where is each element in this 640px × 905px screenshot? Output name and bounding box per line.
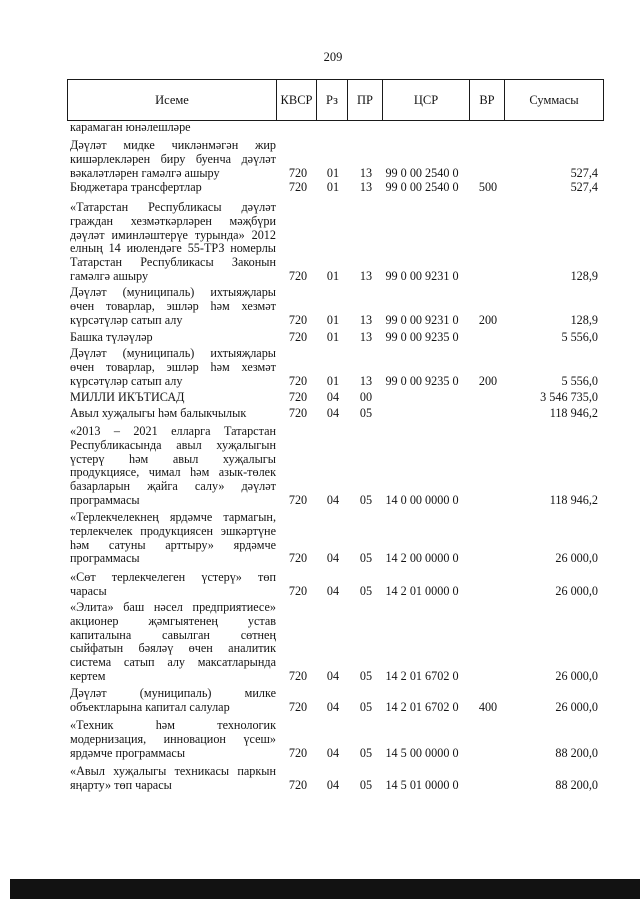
cell-csr: 14 0 00 0000 0 <box>385 493 459 507</box>
row-name-line: объектларына капитал салулар <box>70 699 230 714</box>
row-name-line: «Татарстан Республикасы дәүләт <box>70 200 276 214</box>
cell-rz: 04 <box>326 777 340 792</box>
row-name-line: һәм сатуны арттыру» ярдәмче <box>70 537 276 552</box>
cell-csr: 14 2 01 6702 0 <box>385 669 459 683</box>
row-name-line: продукциясе, чимал һәм азык-төлек <box>70 465 276 480</box>
row-name-line: «Авыл хуҗалыгы техникасы паркын <box>70 764 276 778</box>
row-name-line: өчен товарлар, эшләр һәм хезмәт <box>70 359 276 374</box>
cell-pr: 05 <box>359 406 373 420</box>
row-name <box>70 181 276 195</box>
cell-rz: 04 <box>326 406 340 420</box>
cell-sum: 26 000,0 <box>555 551 598 566</box>
header-name: Исеме <box>68 80 277 120</box>
row-name-line: Бюджетара трансфертлар <box>70 180 202 194</box>
row-name-line: Дәүләт (муниципаль) ихтыяҗлары <box>70 285 276 299</box>
cell-pr: 05 <box>359 777 373 792</box>
row-name-line: чарасы <box>70 583 107 598</box>
row-name <box>70 425 276 508</box>
cell-rz: 04 <box>326 551 340 566</box>
header-csr: ЦСР <box>383 80 470 120</box>
row-name-line: капиталына савылган сөтнең <box>70 627 276 642</box>
row-name <box>70 201 276 284</box>
scan-edge-bar <box>10 879 640 899</box>
header-sum: Суммасы <box>529 93 579 107</box>
row-name <box>70 601 276 684</box>
cell-sum: 26 000,0 <box>555 583 598 598</box>
row-name-line: карамаган юнәлешләре <box>70 120 191 134</box>
row-name-line: вәкаләтләрен гамәлгә ашыру <box>70 165 220 180</box>
row-name-line: Башка түләүләр <box>70 330 153 344</box>
cell-pr: 05 <box>359 551 373 566</box>
cell-kvsr: 720 <box>288 745 308 760</box>
row-name <box>70 347 276 388</box>
cell-sum: 88 200,0 <box>555 745 598 760</box>
cell-pr: 13 <box>359 330 373 344</box>
row-name <box>70 121 276 135</box>
header-pr: ПР <box>348 80 383 120</box>
row-name <box>70 719 276 760</box>
row-name-line: Республикасында авыл хуҗалыгын <box>70 437 276 452</box>
row-name <box>70 407 276 421</box>
row-name-line: программасы <box>70 492 140 507</box>
cell-vr: 400 <box>478 699 498 714</box>
row-name-line: акционер җәмгыятенең устав <box>70 613 276 628</box>
row-name-line: «Терлекчелекнең ярдәмче тармагын, <box>70 510 276 524</box>
cell-pr: 13 <box>359 312 373 327</box>
cell-csr: 99 0 00 9231 0 <box>385 269 459 283</box>
cell-kvsr: 720 <box>288 493 308 507</box>
row-name-line: система сатып алу максатларында <box>70 655 276 670</box>
cell-kvsr: 720 <box>288 777 308 792</box>
row-name <box>70 765 276 793</box>
row-name-line: программасы <box>70 551 140 566</box>
table-header <box>67 79 604 121</box>
cell-rz: 01 <box>326 269 340 283</box>
cell-kvsr: 720 <box>288 269 308 283</box>
row-name-line: күрсәтүләр сатып алу <box>70 312 183 327</box>
cell-rz: 01 <box>326 312 340 327</box>
row-name-line: МИЛЛИ ИКЪТИСАД <box>70 390 185 404</box>
cell-csr: 14 2 01 0000 0 <box>385 583 459 598</box>
page-number: 209 <box>323 50 343 64</box>
row-name-line: кишәрлекләрен биру буенча дәүләт <box>70 151 276 166</box>
row-name-line: өчен товарлар, эшләр һәм хезмәт <box>70 298 276 313</box>
cell-sum: 128,9 <box>570 269 598 283</box>
cell-csr: 14 2 00 0000 0 <box>385 551 459 566</box>
cell-vr: 200 <box>478 312 498 327</box>
row-name-line: базарларын җайга салу» дәүләт <box>70 479 276 494</box>
cell-csr: 99 0 00 9235 0 <box>385 373 459 388</box>
row-name-line: «2013 – 2021 елларга Татарстан <box>70 424 276 438</box>
cell-rz: 01 <box>326 373 340 388</box>
row-name-line: үстерү һәм авыл хуҗалыгы <box>70 451 276 466</box>
cell-kvsr: 720 <box>288 312 308 327</box>
cell-kvsr: 720 <box>288 180 308 194</box>
cell-sum: 5 556,0 <box>561 330 598 344</box>
cell-pr: 00 <box>359 390 373 404</box>
row-name <box>70 286 276 327</box>
header-kvsr: КВСР <box>277 80 317 120</box>
cell-pr: 05 <box>359 745 373 760</box>
cell-sum: 118 946,2 <box>549 493 598 507</box>
cell-rz: 01 <box>326 165 340 180</box>
cell-rz: 04 <box>326 583 340 598</box>
cell-kvsr: 720 <box>288 406 308 420</box>
cell-kvsr: 720 <box>288 390 308 404</box>
row-name <box>70 571 276 599</box>
row-name-line: ярдәмче программасы <box>70 745 186 760</box>
cell-csr: 14 5 01 0000 0 <box>385 777 459 792</box>
row-name <box>70 687 276 715</box>
cell-sum: 88 200,0 <box>555 777 598 792</box>
row-name <box>70 139 276 180</box>
row-name-line: сыйфатын бәяләү өчен аналитик <box>70 641 276 656</box>
cell-rz: 04 <box>326 669 340 683</box>
cell-sum: 527,4 <box>570 165 598 180</box>
row-name <box>70 391 276 405</box>
cell-pr: 13 <box>359 180 373 194</box>
row-name-line: «Элита» баш нәсел предприятиесе» <box>70 600 276 614</box>
cell-kvsr: 720 <box>288 551 308 566</box>
row-name-line: модернизация, инновацион үсеш» <box>70 731 276 746</box>
row-name-line: елның 14 июлендәге 55-ТРЗ номерлы <box>70 241 276 256</box>
row-name-line: Татарстан Республикасы Законын <box>70 255 276 270</box>
row-name-line: Авыл хуҗалыгы һәм балыкчылык <box>70 406 247 420</box>
row-name-line: Дәүләт мидке чикләнмәгән жир <box>70 138 276 152</box>
cell-pr: 13 <box>359 269 373 283</box>
cell-kvsr: 720 <box>288 583 308 598</box>
row-name-line: граждан хезмәткәрләрен мәҗбүри <box>70 213 276 228</box>
row-name-line: гамәлгә ашыру <box>70 268 149 283</box>
cell-csr: 99 0 00 2540 0 <box>385 165 459 180</box>
row-name-line: «Техник һәм технологик <box>70 718 276 732</box>
header-vr: ВР <box>470 80 505 120</box>
cell-sum: 3 546 735,0 <box>540 390 598 404</box>
cell-csr: 99 0 00 2540 0 <box>385 180 459 194</box>
cell-pr: 05 <box>359 699 373 714</box>
cell-sum: 118 946,2 <box>549 406 598 420</box>
row-name <box>70 331 276 345</box>
cell-csr: 99 0 00 9231 0 <box>385 312 459 327</box>
cell-sum: 5 556,0 <box>561 373 598 388</box>
row-name-line: кертем <box>70 668 106 683</box>
cell-kvsr: 720 <box>288 373 308 388</box>
cell-pr: 13 <box>359 373 373 388</box>
cell-rz: 04 <box>326 390 340 404</box>
cell-sum: 128,9 <box>570 312 598 327</box>
cell-pr: 13 <box>359 165 373 180</box>
cell-rz: 04 <box>326 745 340 760</box>
cell-sum: 26 000,0 <box>555 669 598 683</box>
row-name <box>70 511 276 566</box>
cell-sum: 527,4 <box>570 180 598 194</box>
cell-sum: 26 000,0 <box>555 699 598 714</box>
cell-pr: 05 <box>359 583 373 598</box>
cell-rz: 01 <box>326 180 340 194</box>
cell-rz: 04 <box>326 493 340 507</box>
cell-csr: 99 0 00 9235 0 <box>385 330 459 344</box>
cell-vr: 500 <box>478 180 498 194</box>
cell-kvsr: 720 <box>288 669 308 683</box>
cell-pr: 05 <box>359 493 373 507</box>
row-name-line: «Сөт терлекчелеген үстерү» төп <box>70 570 276 584</box>
cell-csr: 14 2 01 6702 0 <box>385 699 459 714</box>
row-name-line: терлекчелек продукциясен эшкәртүне <box>70 523 276 538</box>
cell-kvsr: 720 <box>288 699 308 714</box>
cell-csr: 14 5 00 0000 0 <box>385 745 459 760</box>
row-name-line: күрсәтүләр сатып алу <box>70 373 183 388</box>
cell-rz: 01 <box>326 330 340 344</box>
cell-pr: 05 <box>359 669 373 683</box>
cell-kvsr: 720 <box>288 165 308 180</box>
row-name-line: яңарту» төп чарасы <box>70 777 172 792</box>
header-rz: Рз <box>317 80 348 120</box>
cell-kvsr: 720 <box>288 330 308 344</box>
cell-rz: 04 <box>326 699 340 714</box>
cell-vr: 200 <box>478 373 498 388</box>
row-name-line: Дәүләт (муниципаль) ихтыяҗлары <box>70 346 276 360</box>
row-name-line: Дәүләт (муниципаль) милке <box>70 686 276 700</box>
row-name-line: дәүләт иминләштерүе турында» 2012 <box>70 227 276 242</box>
